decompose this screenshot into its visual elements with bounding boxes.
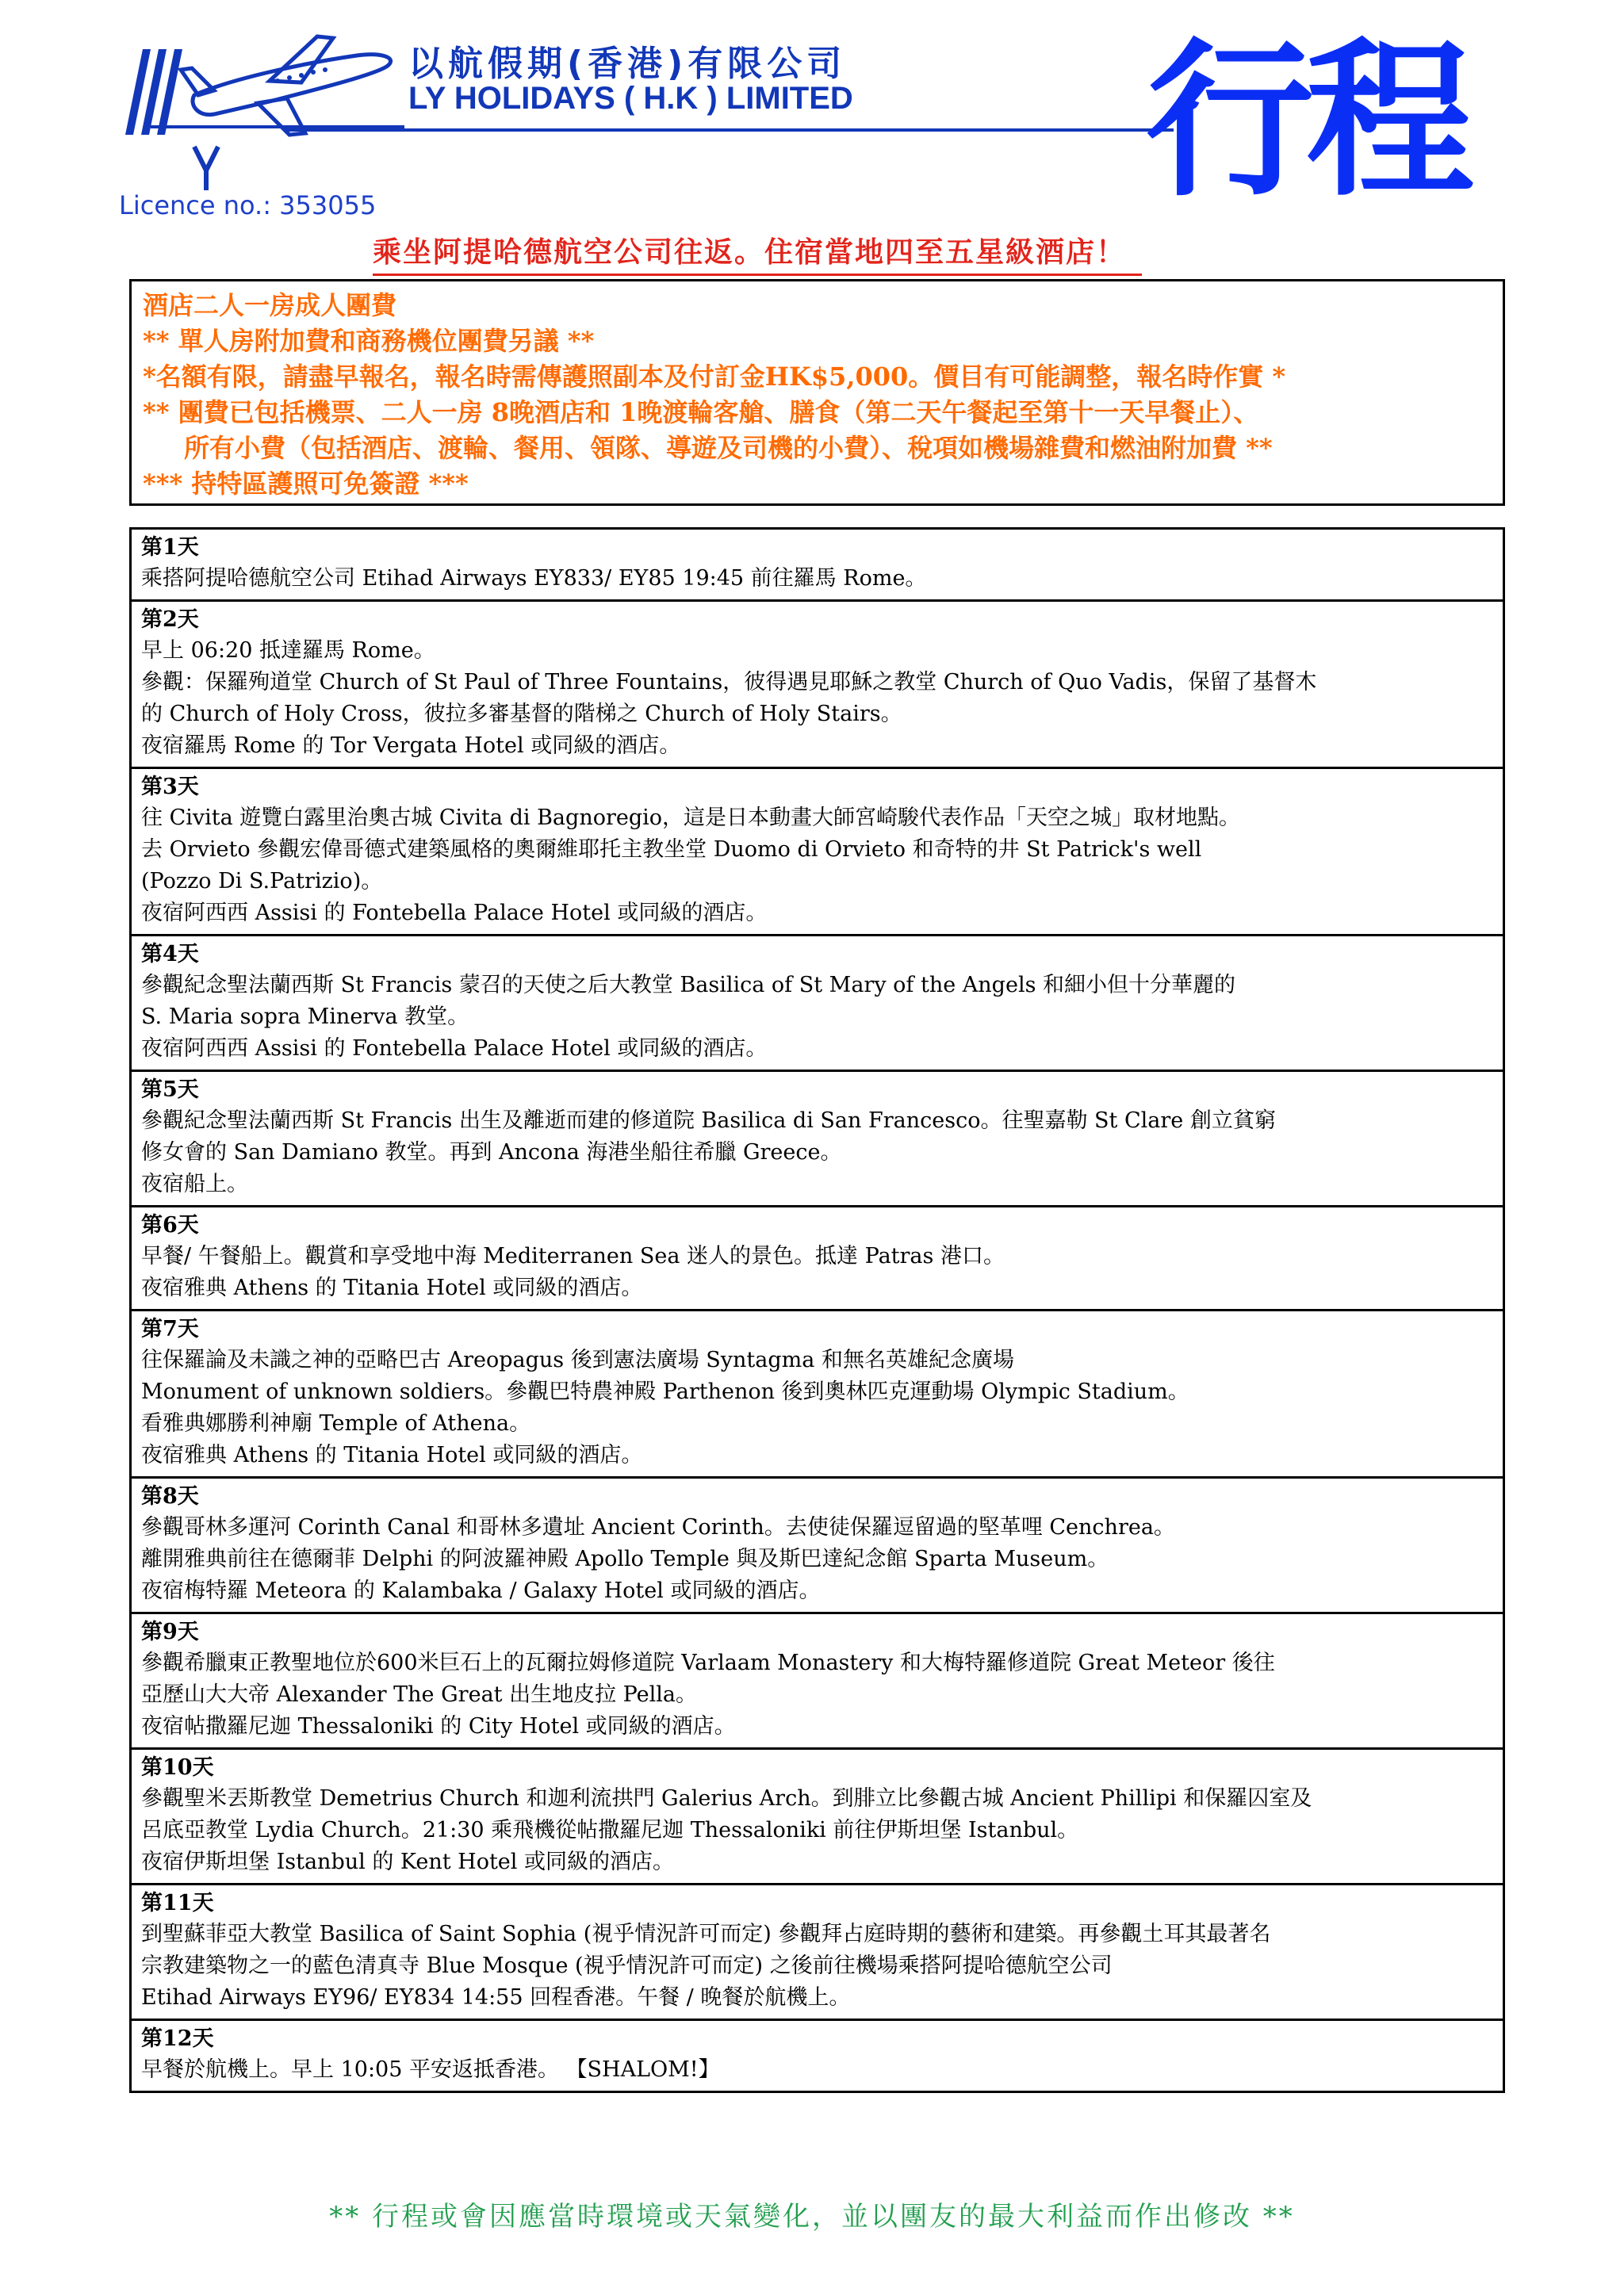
day-line: 夜宿帖撒羅尼迦 Thessaloniki 的 City Hotel 或同級的酒店。 — [141, 1714, 736, 1739]
day-line: 參觀希臘東正教聖地位於600米巨石上的瓦爾拉姆修道院 Varlaam Monastery 和大梅特羅修道院 Great Meteor 後往 — [141, 1651, 1275, 1675]
day-line: 夜宿船上。 — [141, 1172, 248, 1196]
day-row — [132, 936, 1503, 1072]
day-line: 參觀聖米丟斯教堂 Demetrius Church 和迦利流拱門 Galerius Arch。到腓立比參觀古城 Ancient Phillipi 和保羅囚室及 — [141, 1786, 1312, 1811]
day-line: Etihad Airways EY96/ EY834 14:55 回程香港。午餐 / 晚餐於航機上。 — [141, 1985, 851, 2010]
note-line: *** 持特區護照可免簽證 *** — [143, 469, 469, 499]
day-line: 夜宿羅馬 Rome 的 Tor Vergata Hotel 或同級的酒店。 — [141, 733, 681, 758]
day-line: 參觀紀念聖法蘭西斯 St Francis 出生及離逝而建的修道院 Basilica di San Francesco。往聖嘉勒 St Clare 創立貧窮 — [141, 1108, 1276, 1133]
company-name-chinese: 以航假期(香港)有限公司 — [408, 44, 847, 84]
airplane-logo-icon — [119, 32, 404, 190]
day-title: 第11天 — [141, 1891, 214, 1915]
day-line: 參觀：保羅殉道堂 Church of St Paul of Three Fountains，彼得遇見耶穌之教堂 Church of Quo Vadis，保留了基督木 — [141, 670, 1317, 695]
day-title: 第9天 — [141, 1620, 199, 1644]
day-title: 第4天 — [141, 942, 199, 966]
day-line: 宗教建築物之一的藍色清真寺 Blue Mosque (視乎情況許可而定) 之後前往機場乘搭阿提哈德航空公司 — [141, 1954, 1113, 1978]
day-line: 到聖蘇菲亞大教堂 Basilica of Saint Sophia (視乎情況許可而定) 參觀拜占庭時期的藝術和建築。再參觀土耳其最著名 — [141, 1922, 1271, 1946]
day-line: 夜宿阿西西 Assisi 的 Fontebella Palace Hotel 或同級的酒店。 — [141, 1036, 768, 1061]
day-row — [132, 530, 1503, 602]
note-line: 所有小費（包括酒店、渡輪、餐用、領隊、導遊及司機的小費）、稅項如機場雜費和燃油附加費 ** — [184, 433, 1273, 463]
day-title: 第12天 — [141, 2026, 214, 2051]
licence-number: Licence no.: 353055 — [119, 190, 377, 220]
day-title: 第1天 — [141, 535, 199, 560]
day-line: 往 Civita 遊覽白露里治奧古城 Civita di Bagnoregio，這是日本動畫大師宮崎駿代表作品「天空之城」取材地點。 — [141, 806, 1241, 830]
day-line: 看雅典娜勝利神廟 Temple of Athena。 — [141, 1411, 531, 1436]
day-line: 的 Church of Holy Cross，彼拉多審基督的階梯之 Church of Holy Stairs。 — [141, 702, 902, 726]
day-title: 第2天 — [141, 607, 199, 632]
day-row — [132, 769, 1503, 936]
note-line: 酒店二人一房成人團費 — [143, 290, 397, 320]
company-name-english: LY HOLIDAYS ( H.K ) LIMITED — [408, 81, 853, 116]
day-row — [132, 2021, 1503, 2093]
day-title: 第5天 — [141, 1077, 199, 1102]
day-line: 參觀哥林多運河 Corinth Canal 和哥林多遺址 Ancient Corinth。去使徒保羅逗留過的堅革哩 Cenchrea。 — [141, 1515, 1175, 1540]
day-line: (Pozzo Di S.Patrizio)。 — [141, 869, 383, 894]
note-line: *名額有限，請盡早報名，報名時需傳護照副本及付訂金HK$5,000。價目有可能調整，報名時作實 * — [143, 362, 1286, 392]
day-line: 離開雅典前往在德爾菲 Delphi 的阿波羅神殿 Apollo Temple 與及斯巴達紀念館 Sparta Museum。 — [141, 1547, 1109, 1571]
day-line: 早餐於航機上。早上 10:05 平安返抵香港。 【SHALOM!】 — [141, 2057, 720, 2082]
day-line: 夜宿梅特羅 Meteora 的 Kalambaka / Galaxy Hotel 或同級的酒店。 — [141, 1578, 821, 1603]
day-line: 乘搭阿提哈德航空公司 Etihad Airways EY833/ EY85 19:45 前往羅馬 Rome。 — [141, 566, 927, 591]
day-row — [132, 1207, 1503, 1311]
footer-disclaimer: ** 行程或會因應當時環境或天氣變化，並以團友的最大利益而作出修改 ** — [329, 2201, 1295, 2233]
day-line: 夜宿雅典 Athens 的 Titania Hotel 或同級的酒店。 — [141, 1276, 643, 1300]
day-row — [132, 1072, 1503, 1207]
day-row — [132, 1479, 1503, 1614]
price-notes-box — [129, 279, 1505, 506]
day-line: 參觀紀念聖法蘭西斯 St Francis 蒙召的天使之后大教堂 Basilica of St Mary of the Angels 和細小但十分華麗的 — [141, 973, 1236, 997]
day-row — [132, 1311, 1503, 1479]
day-title: 第7天 — [141, 1317, 199, 1341]
day-title: 第3天 — [141, 775, 199, 799]
day-row — [132, 602, 1503, 769]
note-line: ** 單人房附加費和商務機位團費另議 ** — [143, 326, 595, 356]
day-line: 早餐/ 午餐船上。觀賞和享受地中海 Mediterranen Sea 迷人的景色。抵達 Patras 港口。 — [141, 1244, 1005, 1269]
day-row — [132, 1750, 1503, 1885]
day-title: 第10天 — [141, 1755, 214, 1780]
itinerary-title: 行程 — [1146, 23, 1466, 219]
day-line: 往保羅論及未識之神的亞略巴古 Areopagus 後到憲法廣場 Syntagma 和無名英雄紀念廣場 — [141, 1348, 1014, 1372]
day-title: 第8天 — [141, 1484, 199, 1509]
day-title: 第6天 — [141, 1213, 199, 1238]
day-row — [132, 1614, 1503, 1750]
day-line: Monument of unknown soldiers。參觀巴特農神殿 Parthenon 後到奧林匹克運動場 Olympic Stadium。 — [141, 1380, 1189, 1404]
day-line: 去 Orvieto 參觀宏偉哥德式建築風格的奧爾維耶托主教坐堂 Duomo di Orvieto 和奇特的井 St Patrick's well — [141, 837, 1202, 862]
day-line: 早上 06:20 抵達羅馬 Rome。 — [141, 638, 435, 663]
day-row — [132, 1885, 1503, 2021]
logo-underline — [285, 127, 1237, 143]
day-line: 夜宿阿西西 Assisi 的 Fontebella Palace Hotel 或同級的酒店。 — [141, 901, 768, 925]
day-line: S. Maria sopra Minerva 教堂。 — [141, 1004, 469, 1029]
day-line: 夜宿雅典 Athens 的 Titania Hotel 或同級的酒店。 — [141, 1443, 643, 1468]
day-line: 修女會的 San Damiano 教堂。再到 Ancona 海港坐船往希臘 Greece。 — [141, 1140, 842, 1165]
day-line: 夜宿伊斯坦堡 Istanbul 的 Kent Hotel 或同級的酒店。 — [141, 1850, 675, 1874]
itinerary-table — [129, 527, 1505, 2093]
day-line: 亞歷山大大帝 Alexander The Great 出生地皮拉 Pella。 — [141, 1682, 697, 1707]
day-line: 呂底亞教堂 Lydia Church。21:30 乘飛機從帖撒羅尼迦 Thessaloniki 前往伊斯坦堡 Istanbul。 — [141, 1818, 1079, 1843]
note-line: ** 團費已包括機票、二人一房 8晚酒店和 1晚渡輪客艙、膳食（第二天午餐起至第十一天早餐止）、 — [143, 397, 1259, 427]
tagline: 乘坐阿提哈德航空公司往返。住宿當地四至五星級酒店！ — [373, 230, 1142, 276]
